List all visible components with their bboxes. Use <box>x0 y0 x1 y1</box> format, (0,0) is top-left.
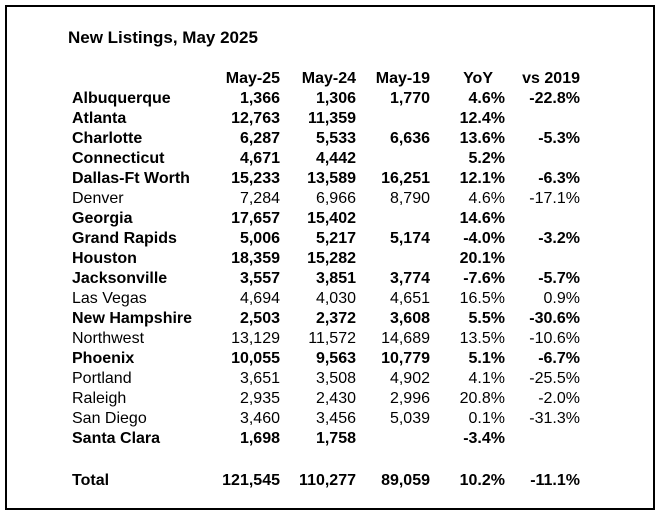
may25-value: 1,698 <box>239 430 280 447</box>
yoy-value: -7.6% <box>463 270 505 287</box>
may24-value: 2,372 <box>315 310 356 327</box>
market-name: Albuquerque <box>72 90 171 107</box>
yoy-value: 4.6% <box>468 190 505 207</box>
table-title: New Listings, May 2025 <box>68 28 258 47</box>
yoy-value: 5.2% <box>468 150 505 167</box>
market-name: Santa Clara <box>72 430 161 447</box>
may24-value: 4,030 <box>315 290 356 307</box>
may25-value: 7,284 <box>239 190 280 207</box>
vs2019-value: -5.3% <box>538 130 580 147</box>
vs2019-value: -2.0% <box>538 390 580 407</box>
vs2019-value: -31.3% <box>529 410 580 427</box>
header-vs2019: vs 2019 <box>522 70 580 87</box>
yoy-value: 5.5% <box>468 310 505 327</box>
may19-value: 6,636 <box>389 130 430 147</box>
total-yoy: 10.2% <box>459 472 505 489</box>
market-name: Georgia <box>72 210 133 227</box>
may19-value: 2,996 <box>389 390 430 407</box>
market-name: Denver <box>72 190 124 207</box>
table-row <box>0 349 664 369</box>
vs2019-value: -6.7% <box>538 350 580 367</box>
total-label: Total <box>72 472 110 489</box>
market-name: Raleigh <box>72 390 127 407</box>
table-row <box>0 409 664 429</box>
vs2019-value: -22.8% <box>529 90 580 107</box>
market-name: Connecticut <box>72 150 165 167</box>
yoy-value: 13.6% <box>459 130 505 147</box>
vs2019-value: -30.6% <box>529 310 580 327</box>
yoy-value: 0.1% <box>468 410 505 427</box>
yoy-value: -4.0% <box>463 230 505 247</box>
may24-value: 15,402 <box>307 210 356 227</box>
may24-value: 3,456 <box>315 410 356 427</box>
may19-value: 3,608 <box>389 310 430 327</box>
total-may19: 89,059 <box>381 472 430 489</box>
table-row <box>0 169 664 189</box>
vs2019-value: -17.1% <box>529 190 580 207</box>
may25-value: 3,557 <box>239 270 280 287</box>
may19-value: 1,770 <box>389 90 430 107</box>
may19-value: 16,251 <box>381 170 430 187</box>
yoy-value: 14.6% <box>459 210 505 227</box>
may19-value: 10,779 <box>381 350 430 367</box>
yoy-value: 5.1% <box>468 350 505 367</box>
market-name: Phoenix <box>72 350 135 367</box>
header-may24: May-24 <box>301 70 356 87</box>
yoy-value: 12.4% <box>459 110 505 127</box>
table-row <box>0 209 664 229</box>
table-row <box>0 229 664 249</box>
table-row <box>0 269 664 289</box>
may19-value: 5,174 <box>389 230 430 247</box>
may19-value: 14,689 <box>381 330 430 347</box>
vs2019-value: 0.9% <box>543 290 580 307</box>
may25-value: 1,366 <box>239 90 280 107</box>
table-row <box>0 89 664 109</box>
may24-value: 2,430 <box>315 390 356 407</box>
market-name: Jacksonville <box>72 270 168 287</box>
market-name: Dallas-Ft Worth <box>72 170 190 187</box>
may19-value: 8,790 <box>389 190 430 207</box>
market-name: Portland <box>72 370 132 387</box>
may24-value: 11,572 <box>308 330 356 347</box>
table-row <box>0 189 664 209</box>
may25-value: 3,651 <box>239 370 280 387</box>
table-row <box>0 289 664 309</box>
may25-value: 4,671 <box>239 150 280 167</box>
may24-value: 5,217 <box>315 230 356 247</box>
vs2019-value: -5.7% <box>538 270 580 287</box>
may24-value: 6,966 <box>315 190 356 207</box>
may25-value: 17,657 <box>231 210 280 227</box>
total-row <box>0 471 664 491</box>
may25-value: 12,763 <box>231 110 280 127</box>
market-name: Las Vegas <box>72 290 147 307</box>
header-yoy: YoY <box>463 70 493 87</box>
table-row <box>0 149 664 169</box>
may24-value: 5,533 <box>315 130 356 147</box>
may25-value: 3,460 <box>239 410 280 427</box>
may24-value: 1,758 <box>315 430 356 447</box>
may24-value: 1,306 <box>315 90 356 107</box>
total-may24: 110,277 <box>299 472 356 489</box>
vs2019-value: -25.5% <box>529 370 580 387</box>
yoy-value: 12.1% <box>459 170 505 187</box>
market-name: Grand Rapids <box>72 230 177 247</box>
header-may19: May-19 <box>375 70 430 87</box>
total-may25: 121,545 <box>222 472 280 489</box>
may25-value: 2,935 <box>239 390 280 407</box>
market-name: San Diego <box>72 410 147 427</box>
table-row <box>0 109 664 129</box>
may24-value: 3,508 <box>315 370 356 387</box>
yoy-value: 4.1% <box>468 370 505 387</box>
may24-value: 3,851 <box>315 270 356 287</box>
may25-value: 18,359 <box>231 250 280 267</box>
may24-value: 13,589 <box>307 170 356 187</box>
may24-value: 9,563 <box>315 350 356 367</box>
may25-value: 4,694 <box>239 290 280 307</box>
may25-value: 5,006 <box>239 230 280 247</box>
vs2019-value: -10.6% <box>529 330 580 347</box>
table-row <box>0 429 664 449</box>
table-row <box>0 129 664 149</box>
header-row <box>0 69 664 89</box>
may25-value: 10,055 <box>231 350 280 367</box>
vs2019-value: -3.2% <box>538 230 580 247</box>
table-row <box>0 309 664 329</box>
market-name: Houston <box>72 250 137 267</box>
may19-value: 3,774 <box>389 270 430 287</box>
may19-value: 4,902 <box>389 370 430 387</box>
market-name: Northwest <box>72 330 145 347</box>
table-row <box>0 389 664 409</box>
market-name: New Hampshire <box>72 310 193 327</box>
may24-value: 15,282 <box>307 250 356 267</box>
may19-value: 4,651 <box>389 290 430 307</box>
table-row <box>0 249 664 269</box>
may25-value: 6,287 <box>239 130 280 147</box>
yoy-value: 16.5% <box>459 290 505 307</box>
market-name: Atlanta <box>72 110 127 127</box>
table-row <box>0 329 664 349</box>
header-may25: May-25 <box>225 70 280 87</box>
yoy-value: -3.4% <box>463 430 505 447</box>
yoy-value: 20.1% <box>459 250 505 267</box>
may25-value: 2,503 <box>239 310 280 327</box>
vs2019-value: -6.3% <box>538 170 580 187</box>
table-row <box>0 369 664 389</box>
may19-value: 5,039 <box>389 410 430 427</box>
yoy-value: 20.8% <box>459 390 505 407</box>
may24-value: 11,359 <box>307 110 356 127</box>
may25-value: 13,129 <box>231 330 280 347</box>
may24-value: 4,442 <box>315 150 356 167</box>
market-name: Charlotte <box>72 130 143 147</box>
yoy-value: 4.6% <box>468 90 505 107</box>
total-vs2019: -11.1% <box>530 472 580 489</box>
yoy-value: 13.5% <box>459 330 505 347</box>
may25-value: 15,233 <box>231 170 280 187</box>
